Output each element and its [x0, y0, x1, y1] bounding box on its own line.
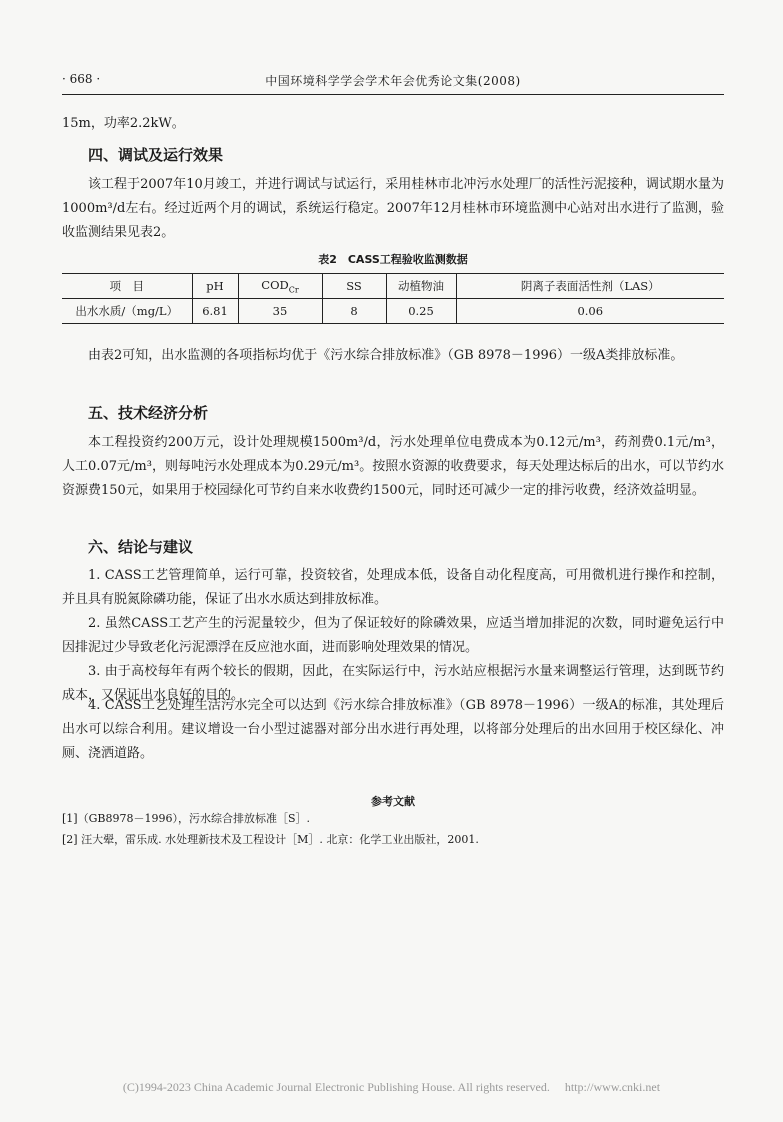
col-las-header: 阴离子表面活性剂（LAS）: [456, 274, 724, 299]
copyright-notice: (C)1994-2023 China Academic Journal Electronic Publishing House. All rights reserved.: [122, 1080, 550, 1094]
col-oil-header: 动植物油: [386, 274, 456, 299]
table-2: [62, 273, 724, 324]
reference-item-1: [1]（GB8978－1996），污水综合排放标准［S］.: [62, 812, 310, 825]
header-rule: [62, 94, 724, 95]
table-2-caption: 表2 CASS工程验收监测数据: [318, 253, 468, 266]
cell-ss: 8: [322, 299, 386, 324]
col-ph-header: pH: [192, 274, 238, 299]
col-item-header: 项 目: [62, 274, 192, 299]
cod-subscript: Cr: [288, 285, 299, 295]
col-cod-header: [238, 274, 322, 299]
footer: [0, 1080, 783, 1095]
section-5-title: 五、技术经济分析: [88, 404, 209, 422]
conclusion-item-3: 3. 由于高校每年有两个较长的假期，因此，在实际运行中，污水站应根据污水量来调整运行管理，达到既节约成本，又保证出水良好的目的。: [62, 664, 724, 703]
cell-item: 出水水质/（mg/L）: [62, 299, 192, 324]
conclusion-item-1: 1. CASS工艺管理简单，运行可靠，投资较省，处理成本低，设备自动化程度高，可用微机进行操作和控制，并且具有脱氮除磷功能，保证了出水水质达到排放标准。: [62, 568, 724, 607]
cell-ph: 6.81: [192, 299, 238, 324]
cell-cod: 35: [238, 299, 322, 324]
section-5-paragraph: 本工程投资约200万元，设计处理规模1500m³/d，污水处理单位电费成本为0.12元/m³，药剂费0.1元/m³，人工0.07元/m³，则每吨污水处理成本为0.29元/m³。按照水资源的收费要求，每天处理达标后的出水，可以节约水资源费150元，如果用于校园绿化可节约自来水收费约1500元，同时还可减少一定的排污收费，经济效益明显。: [62, 435, 724, 498]
cell-las: 0.06: [456, 299, 724, 324]
references-title: 参考文献: [371, 795, 415, 808]
running-header: [62, 68, 724, 92]
table-row: [62, 299, 724, 324]
intro-line: 15m，功率2.2kW。: [62, 116, 185, 131]
table-header-row: [62, 274, 724, 299]
conclusion-item-2: 2. 虽然CASS工艺产生的污泥量较少，但为了保证较好的除磷效果，应适当增加排泥的次数，同时避免运行中因排泥过少导致老化污泥漂浮在反应池水面，进而影响处理效果的情况。: [62, 616, 724, 655]
page-number: · 668 ·: [62, 72, 101, 86]
col-ss-header: SS: [322, 274, 386, 299]
proceedings-title: 中国环境科学学会学术年会优秀论文集(2008): [265, 74, 521, 88]
reference-item-2: [2] 汪大翚，雷乐成. 水处理新技术及工程设计［M］. 北京：化学工业出版社，2001.: [62, 833, 479, 846]
table-conclusion-paragraph: 由表2可知，出水监测的各项指标均优于《污水综合排放标准》（GB 8978－1996）一级A类排放标准。: [88, 348, 684, 363]
section-4-title: 四、调试及运行效果: [88, 146, 224, 164]
section-6-title: 六、结论与建议: [88, 538, 194, 556]
cod-label: COD: [261, 277, 289, 292]
footer-url: http://www.cnki.net: [564, 1080, 661, 1094]
cell-oil: 0.25: [386, 299, 456, 324]
conclusion-item-4: 4. CASS工艺处理生活污水完全可以达到《污水综合排放标准》（GB 8978－1996）一级A的标准，其处理后出水可以综合利用。建议增设一台小型过滤器对部分出水进行再处理，以将部分处理后的出水回用于校区绿化、冲厕、浇洒道路。: [62, 698, 724, 761]
section-4-paragraph: 该工程于2007年10月竣工，并进行调试与试运行，采用桂林市北冲污水处理厂的活性污泥接种，调试期水量为1000m³/d左右。经过近两个月的调试，系统运行稳定。2007年12月桂林市环境监测中心站对出水进行了监测，验收监测结果见表2。: [62, 177, 724, 240]
